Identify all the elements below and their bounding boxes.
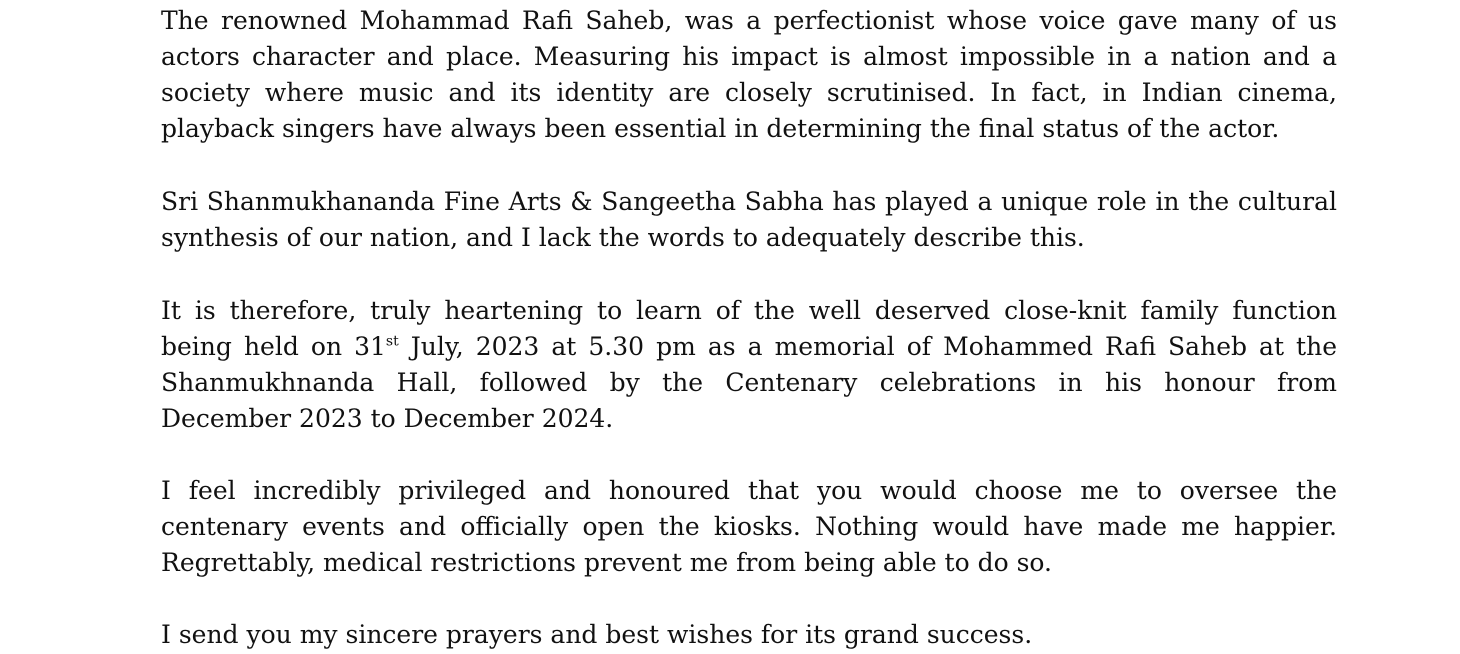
text-line: playback singers have always been essential in determining the final status of the actor. <box>161 114 1280 143</box>
paragraph-memorial-function <box>161 293 1337 437</box>
text-line: The renowned Mohammad Rafi Saheb, was a perfectionist whose voice gave many of us <box>161 6 1337 35</box>
letter-page <box>161 0 1337 654</box>
text-line: centenary events and officially open the kiosks. Nothing would have made me happier. <box>161 512 1337 541</box>
paragraph-regret-notice <box>161 473 1337 581</box>
text-line: I feel incredibly privileged and honoured that you would choose me to oversee the <box>161 476 1337 505</box>
text-line: It is therefore, truly heartening to learn of the well deserved close-knit family function <box>161 296 1337 325</box>
text-line <box>161 329 1337 365</box>
ordinal-suffix: st <box>385 333 399 350</box>
paragraph-shanmukhananda-sabha <box>161 184 1337 256</box>
text-line: actors character and place. Measuring his impact is almost impossible in a nation and a <box>161 42 1337 71</box>
paragraph-best-wishes <box>161 617 1337 653</box>
text-line: Regrettably, medical restrictions prevent me from being able to do so. <box>161 548 1052 577</box>
text-line: December 2023 to December 2024. <box>161 404 614 433</box>
text-line: synthesis of our nation, and I lack the words to adequately describe this. <box>161 223 1085 252</box>
text-line: society where music and its identity are closely scrutinised. In fact, in Indian cinema, <box>161 78 1337 107</box>
text-line: Shanmukhnanda Hall, followed by the Centenary celebrations in his honour from <box>161 368 1337 397</box>
paragraph-rafi-tribute <box>161 3 1337 147</box>
text-segment: being held on 31 <box>161 332 386 361</box>
text-segment: July, 2023 at 5.30 pm as a memorial of Mohammed Rafi Saheb at the <box>398 332 1337 361</box>
text-line: Sri Shanmukhananda Fine Arts & Sangeetha Sabha has played a unique role in the cultural <box>161 187 1337 216</box>
text-line: I send you my sincere prayers and best wishes for its grand success. <box>161 620 1033 649</box>
